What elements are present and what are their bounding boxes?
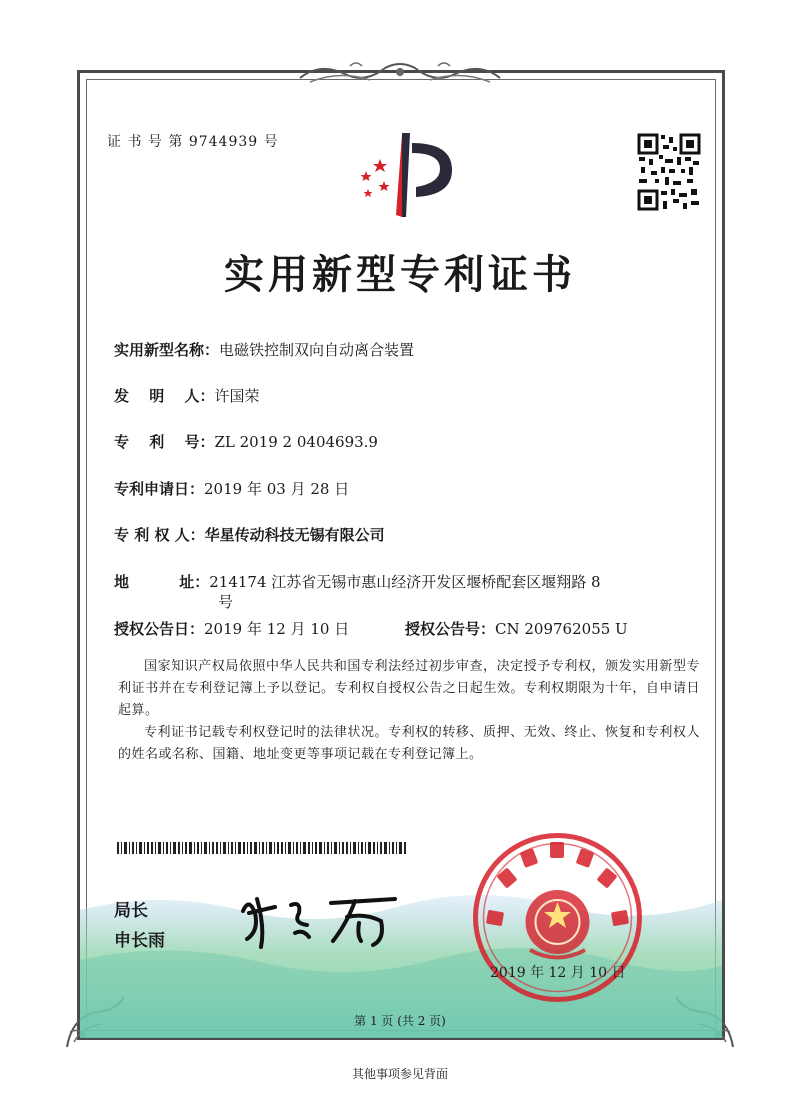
patentee-label: 专 利 权 人： [114, 526, 205, 544]
grant-date-row [114, 618, 349, 639]
top-ornament-icon [290, 58, 510, 90]
inventor-label: 发 明 人： [114, 387, 215, 405]
patentee-value: 华星传动科技无锡有限公司 [204, 526, 385, 544]
address-label: 地 址： [114, 573, 210, 591]
apply-date-value: 2019 年 03 月 28 日 [204, 480, 350, 498]
patent-number-value: ZL 2019 2 0404693.9 [214, 433, 378, 451]
body-paragraph-2: 专利证书记载专利权登记时的法律状况。专利权的转移、质押、无效、终止、恢复和专利权人的姓名或名称、国籍、地址变更等事项记载在专利登记簿上。 [118, 725, 700, 762]
certificate-number-suffix: 号 [263, 134, 279, 150]
patent-office-emblem-icon [340, 125, 460, 225]
footer-note: 其他事项参见背面 [351, 1067, 448, 1081]
certificate-title: 实用新型专利证书 [224, 251, 576, 298]
address-value-line1: 214174 江苏省无锡市惠山经济开发区堰桥配套区堰翔路 8 [209, 573, 601, 591]
utility-name-label: 实用新型名称： [114, 341, 220, 359]
inventor-row [114, 385, 259, 406]
grant-number-row [405, 618, 628, 639]
seal-date: 2019 年 12 月 10 日 [490, 965, 626, 981]
apply-date-label: 专利申请日： [114, 480, 205, 498]
handwritten-signature-icon [235, 883, 405, 953]
director-title: 局长 [114, 901, 148, 921]
patentee-row [114, 524, 385, 545]
patent-number-row [114, 431, 378, 452]
patent-number-label: 专 利 号： [114, 433, 215, 451]
certificate-number-value: 9744939 [188, 134, 259, 150]
grant-number-value: CN 209762055 U [495, 620, 628, 638]
qr-code-icon [637, 133, 701, 213]
certificate-number-label: 证 书 号 第 [107, 134, 184, 150]
utility-name-value: 电磁铁控制双向自动离合装置 [219, 341, 415, 359]
certificate-number [107, 131, 279, 151]
grant-date-value: 2019 年 12 月 10 日 [204, 620, 350, 638]
grant-date-label: 授权公告日： [114, 620, 205, 638]
body-paragraph-1: 国家知识产权局依照中华人民共和国专利法经过初步审查，决定授予专利权，颁发实用新型专利证书并在专利登记簿上予以登记。专利权自授权公告之日起生效。专利权期限为十年，自申请日起算。 [118, 659, 700, 718]
utility-name-row [114, 339, 414, 360]
address-row-continued [218, 591, 233, 612]
apply-date-row [114, 478, 349, 499]
address-value-line2: 号 [218, 593, 234, 611]
address-row [114, 571, 601, 592]
barcode-icon [117, 842, 409, 854]
inventor-value: 许国荣 [214, 387, 260, 405]
grant-number-label: 授权公告号： [405, 620, 496, 638]
page-number: 第 1 页 (共 2 页) [354, 1014, 446, 1028]
director-name: 申长雨 [114, 931, 165, 951]
